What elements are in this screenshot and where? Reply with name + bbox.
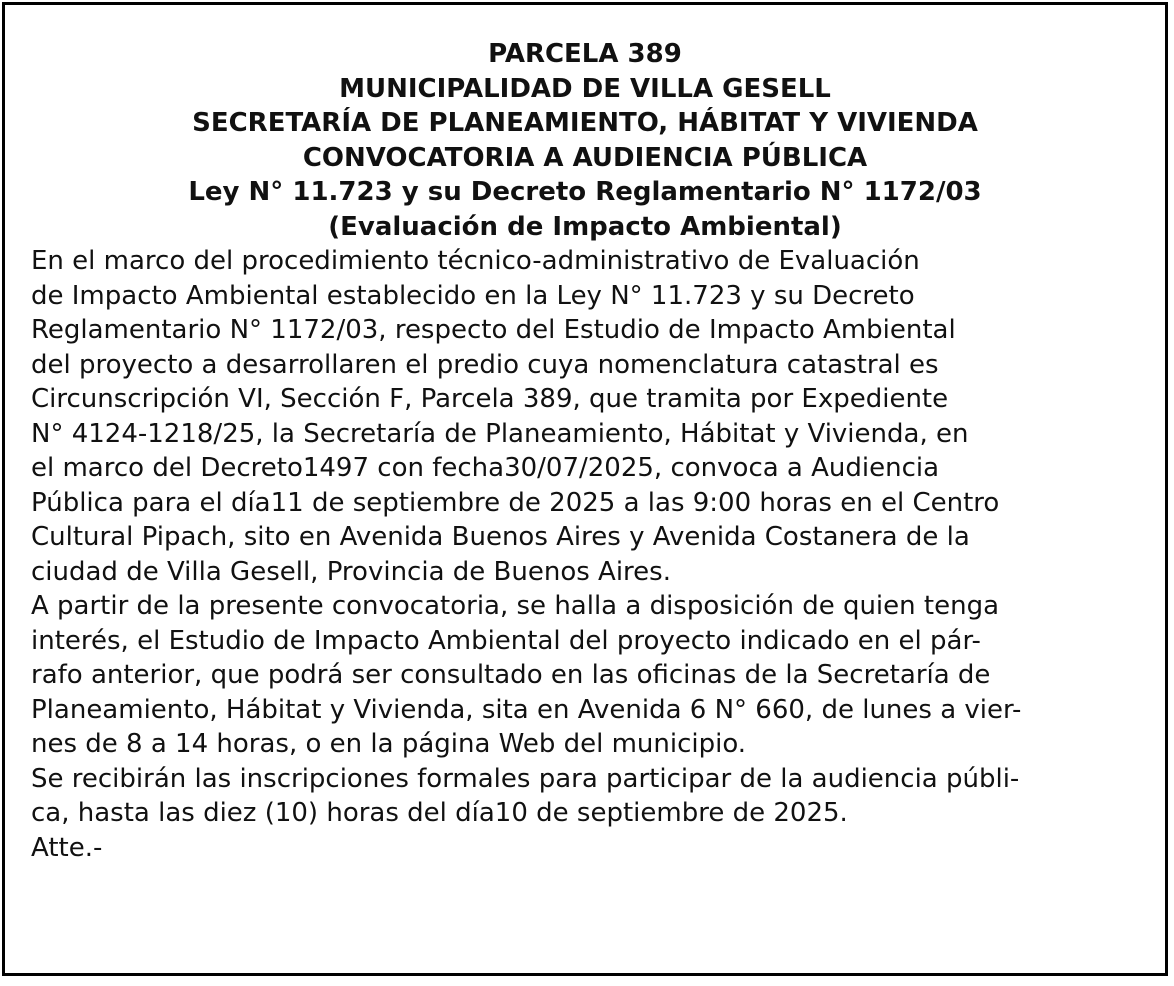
notice-title-convocation: CONVOCATORIA A AUDIENCIA PÚBLICA <box>302 142 868 173</box>
body-line: Se recibirán las inscripciones formales para participar de la audiencia públi- <box>31 763 1020 794</box>
public-notice <box>2 2 1168 976</box>
body-line: de Impacto Ambiental establecido en la Ley N° 11.723 y su Decreto <box>31 280 915 311</box>
notice-title-parcel: PARCELA 389 <box>488 39 682 69</box>
body-line: rafo anterior, que podrá ser consultado en las oficinas de la Secretaría de <box>31 660 991 690</box>
body-line: Cultural Pipach, sito en Avenida Buenos Aires y Avenida Costanera de la <box>31 522 970 552</box>
notice-title-municipality: MUNICIPALIDAD DE VILLA GESELL <box>339 73 831 104</box>
body-line: A partir de la presente convocatoria, se halla a disposición de quien tenga <box>31 591 1000 621</box>
body-line: En el marco del procedimiento técnico-administrativo de Evaluación <box>31 246 920 276</box>
body-line: ca, hasta las diez (10) horas del día10 de septiembre de 2025. <box>31 798 848 828</box>
body-line: Planeamiento, Hábitat y Vivienda, sita en Avenida 6 N° 660, de lunes a vier- <box>31 694 1022 725</box>
body-line: nes de 8 a 14 horas, o en la página Web del municipio. <box>31 729 747 759</box>
body-line: del proyecto a desarrollaren el predio cuya nomenclatura catastral es <box>31 349 939 380</box>
body-line: Pública para el día11 de septiembre de 2025 a las 9:00 horas en el Centro <box>31 487 1000 518</box>
notice-body <box>31 244 1151 865</box>
notice-header <box>5 37 1165 244</box>
body-line: el marco del Decreto1497 con fecha30/07/2025, convoca a Audiencia <box>31 453 940 483</box>
body-line: Reglamentario N° 1172/03, respecto del Estudio de Impacto Ambiental <box>31 315 956 345</box>
notice-title-evaluation: (Evaluación de Impacto Ambiental) <box>328 211 842 242</box>
body-line: Circunscripción VI, Sección F, Parcela 389, que tramita por Expediente <box>31 384 949 414</box>
notice-signoff: Atte.- <box>31 832 103 863</box>
body-line: ciudad de Villa Gesell, Provincia de Buenos Aires. <box>31 556 671 587</box>
notice-title-secretariat: SECRETARÍA DE PLANEAMIENTO, HÁBITAT Y VIVIENDA <box>192 108 978 138</box>
notice-title-law: Ley N° 11.723 y su Decreto Reglamentario N° 1172/03 <box>188 177 982 207</box>
body-line: N° 4124-1218/25, la Secretaría de Planeamiento, Hábitat y Vivienda, en <box>31 418 969 449</box>
body-line: interés, el Estudio de Impacto Ambiental del proyecto indicado en el pár- <box>31 625 981 656</box>
